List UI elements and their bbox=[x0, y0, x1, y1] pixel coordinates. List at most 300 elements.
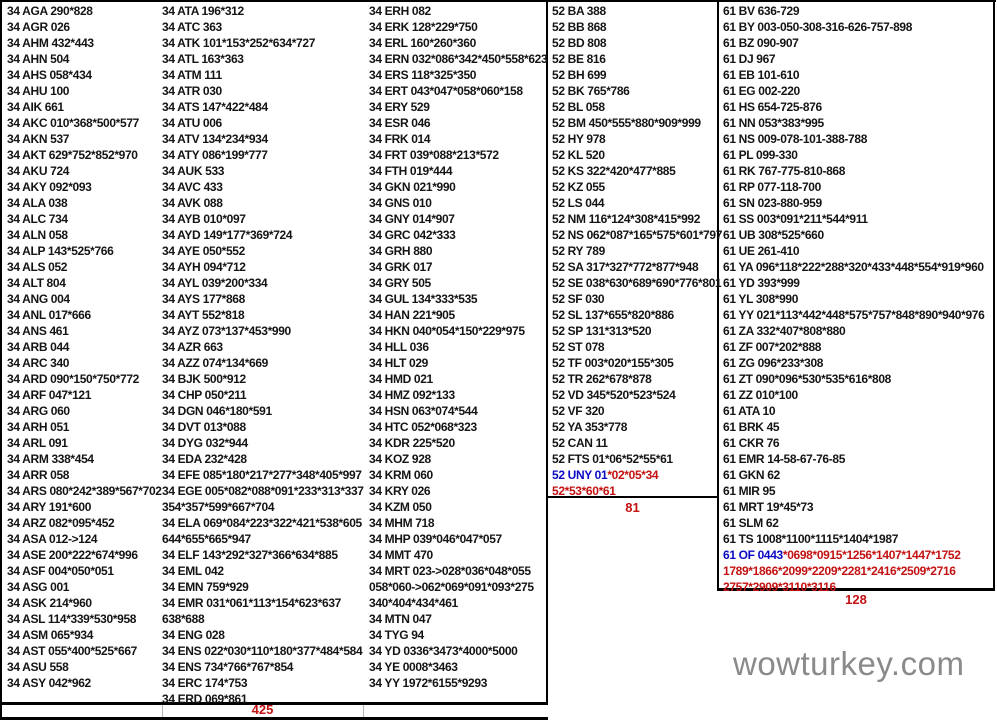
plate-entry bbox=[369, 643, 547, 659]
plate-entry bbox=[162, 211, 364, 227]
plate-entry bbox=[369, 659, 547, 675]
plate-entry-segment: 354*357*599*667*704 bbox=[162, 500, 275, 514]
plate-entry-segment-red: 2757*2909*3110*3116 bbox=[723, 580, 836, 594]
plate-entry-segment: 34 AVK 088 bbox=[162, 196, 223, 210]
plate-entry-segment: 52 TR 262*678*878 bbox=[552, 372, 652, 386]
plate-entry bbox=[369, 435, 547, 451]
plate-entry-segment: 34 KZM 050 bbox=[369, 500, 432, 514]
plate-entry-segment: 52 RY 789 bbox=[552, 244, 605, 258]
plate-entry-segment: 61 HS 654-725-876 bbox=[723, 100, 822, 114]
plate-entry bbox=[552, 147, 716, 163]
plate-entry-segment: 34 YE 0008*3463 bbox=[369, 660, 458, 674]
plate-entry bbox=[723, 563, 993, 579]
plate-entry bbox=[7, 531, 161, 547]
plate-entry-segment: 34 AYH 094*712 bbox=[162, 260, 246, 274]
plate-entry bbox=[7, 51, 161, 67]
plate-entry bbox=[552, 35, 716, 51]
plate-entry-segment: 34 ASA 012->124 bbox=[7, 532, 98, 546]
plate-entry bbox=[369, 387, 547, 403]
plate-entry-segment-red: *02*05*34 bbox=[607, 468, 659, 482]
plate-entry-segment: 61 EG 002-220 bbox=[723, 84, 800, 98]
plate-entry bbox=[369, 563, 547, 579]
plate-entry bbox=[723, 163, 993, 179]
plate-entry-segment: 34 GNS 010 bbox=[369, 196, 432, 210]
plate-entry bbox=[552, 307, 716, 323]
plate-entry-segment: 52 TF 003*020*155*305 bbox=[552, 356, 674, 370]
plate-entry bbox=[162, 435, 364, 451]
plate-entry bbox=[552, 403, 716, 419]
plate-entry-segment: 34 ATK 101*153*252*634*727 bbox=[162, 36, 316, 50]
plate-entry bbox=[723, 243, 993, 259]
plate-entry-segment: 52 BM 450*555*880*909*999 bbox=[552, 116, 701, 130]
plate-entry-segment: 61 MRT 19*45*73 bbox=[723, 500, 814, 514]
plate-entry-segment: 34 EML 042 bbox=[162, 564, 224, 578]
plate-entry bbox=[723, 483, 993, 499]
plate-entry bbox=[723, 211, 993, 227]
plate-entry bbox=[162, 163, 364, 179]
plate-entry-segment: 34 HMZ 092*133 bbox=[369, 388, 455, 402]
plate-entry bbox=[162, 595, 364, 611]
plate-entry bbox=[369, 579, 547, 595]
table-border-left bbox=[0, 0, 2, 720]
plate-entry bbox=[7, 19, 161, 35]
plate-entry bbox=[7, 643, 161, 659]
plate-entry-segment: 52 BH 699 bbox=[552, 68, 607, 82]
plate-entry bbox=[162, 323, 364, 339]
plate-entry-segment: 34 AYD 149*177*369*724 bbox=[162, 228, 293, 242]
plate-entry-segment: 52 ST 078 bbox=[552, 340, 605, 354]
plate-entry-segment: 34 ANL 017*666 bbox=[7, 308, 91, 322]
plate-entry bbox=[162, 499, 364, 515]
plate-entry bbox=[7, 611, 161, 627]
plate-entry-segment: 61 GKN 62 bbox=[723, 468, 780, 482]
plate-entry bbox=[723, 147, 993, 163]
plate-entry-segment: 61 YL 308*990 bbox=[723, 292, 799, 306]
plate-entry bbox=[369, 675, 547, 691]
plate-entry bbox=[723, 323, 993, 339]
plate-entry-segment: 34 DYG 032*944 bbox=[162, 436, 248, 450]
plate-entry-segment: 34 AST 055*400*525*667 bbox=[7, 644, 137, 658]
plate-entry bbox=[7, 451, 161, 467]
plate-entry bbox=[723, 371, 993, 387]
plate-entry-segment: 34 ARS 080*242*389*567*702 bbox=[7, 484, 162, 498]
plate-entry bbox=[162, 659, 364, 675]
plate-entry-segment: 52 SL 137*655*820*886 bbox=[552, 308, 674, 322]
plate-entry bbox=[723, 403, 993, 419]
plate-entry bbox=[552, 195, 716, 211]
plate-entry-segment: 61 DJ 967 bbox=[723, 52, 776, 66]
plate-entry-segment-red: *0698*0915*1256*1407*1447*1752 bbox=[782, 548, 961, 562]
plate-entry bbox=[723, 515, 993, 531]
plate-entry bbox=[369, 243, 547, 259]
total-count-col61: 128 bbox=[845, 592, 867, 607]
plate-entry-segment: 34 ELA 069*084*223*322*421*538*605 bbox=[162, 516, 362, 530]
plate-entry-segment: 34 ARR 058 bbox=[7, 468, 70, 482]
plate-entry-segment: 340*404*434*461 bbox=[369, 596, 458, 610]
plate-entry-segment: 34 HLT 029 bbox=[369, 356, 428, 370]
plate-entry-segment: 34 ERH 082 bbox=[369, 4, 431, 18]
plate-entry bbox=[369, 403, 547, 419]
plate-entry bbox=[162, 419, 364, 435]
plate-entry-segment: 34 FRT 039*088*213*572 bbox=[369, 148, 499, 162]
plate-entry bbox=[162, 259, 364, 275]
plate-entry-segment-red: 1789*1866*2099*2209*2281*2416*2509*2716 bbox=[723, 564, 956, 578]
plate-entry-segment: 34 GRY 505 bbox=[369, 276, 431, 290]
plate-entry-segment: 52 BK 765*786 bbox=[552, 84, 630, 98]
plate-entry-segment: 34 AYL 039*200*334 bbox=[162, 276, 268, 290]
plate-entry-segment: 34 ARY 191*600 bbox=[7, 500, 92, 514]
plate-entry bbox=[162, 371, 364, 387]
plate-entry-segment: 61 NN 053*383*995 bbox=[723, 116, 824, 130]
plate-entry bbox=[369, 179, 547, 195]
plate-entry bbox=[162, 51, 364, 67]
plate-entry-segment: 52 FTS 01*06*52*55*61 bbox=[552, 452, 673, 466]
plate-entry bbox=[723, 259, 993, 275]
plate-entry bbox=[7, 195, 161, 211]
plate-entry-segment: 34 YY 1972*6155*9293 bbox=[369, 676, 488, 690]
plate-entry bbox=[369, 99, 547, 115]
plate-entry bbox=[723, 19, 993, 35]
plate-entry bbox=[552, 419, 716, 435]
plate-entry-segment: 34 HKN 040*054*150*229*975 bbox=[369, 324, 525, 338]
plate-entry bbox=[7, 579, 161, 595]
plate-entry bbox=[723, 467, 993, 483]
plate-entry bbox=[162, 643, 364, 659]
plate-entry bbox=[552, 275, 722, 291]
plate-entry bbox=[7, 659, 161, 675]
plate-entry bbox=[723, 35, 993, 51]
plate-entry bbox=[7, 99, 161, 115]
plate-entry-segment: 34 AYS 177*868 bbox=[162, 292, 245, 306]
plate-entry-segment: 34 ASY 042*962 bbox=[7, 676, 91, 690]
plate-entry bbox=[552, 435, 716, 451]
plate-entry-segment: 61 ATA 10 bbox=[723, 404, 776, 418]
plate-entry-segment: 34 ASG 001 bbox=[7, 580, 70, 594]
plate-entry-segment: 34 ASU 558 bbox=[7, 660, 69, 674]
plate-entry bbox=[552, 355, 716, 371]
plate-entry bbox=[7, 675, 161, 691]
plate-entry bbox=[369, 419, 547, 435]
plate-entry-segment: 34 ERC 174*753 bbox=[162, 676, 248, 690]
plate-entry-segment: 34 ESR 046 bbox=[369, 116, 431, 130]
plate-entry-segment-red: 52*53*60*61 bbox=[552, 484, 616, 498]
plate-entry-segment: 34 ERN 032*086*342*450*558*623 bbox=[369, 52, 548, 66]
plate-entry bbox=[723, 499, 993, 515]
plate-entry-segment: 61 ZF 007*202*888 bbox=[723, 340, 822, 354]
plate-entry-segment: 34 MRT 023->028*036*048*055 bbox=[369, 564, 531, 578]
plate-entry bbox=[162, 227, 364, 243]
plate-entry-segment: 34 ATM 111 bbox=[162, 68, 222, 82]
plate-entry-segment: 34 AYB 010*097 bbox=[162, 212, 246, 226]
plate-entry-segment: 34 ASK 214*960 bbox=[7, 596, 92, 610]
plate-entry-segment: 52 VF 320 bbox=[552, 404, 605, 418]
plate-entry bbox=[552, 387, 716, 403]
plate-entry-segment: 34 EDA 232*428 bbox=[162, 452, 247, 466]
plate-entry-segment: 34 ATU 006 bbox=[162, 116, 222, 130]
plate-entry-segment: 34 ARG 060 bbox=[7, 404, 70, 418]
plate-entry bbox=[723, 387, 993, 403]
plate-entry bbox=[7, 259, 161, 275]
divider-col52-col61 bbox=[717, 0, 719, 590]
plate-entry-segment: 61 SLM 62 bbox=[723, 516, 779, 530]
plate-entry bbox=[162, 115, 364, 131]
plate-entry bbox=[7, 211, 161, 227]
plate-entry bbox=[7, 371, 161, 387]
plate-entry-segment: 34 AKY 092*093 bbox=[7, 180, 92, 194]
plate-entry bbox=[369, 355, 547, 371]
plate-entry-segment: 52 KZ 055 bbox=[552, 180, 605, 194]
plate-entry bbox=[7, 147, 161, 163]
plate-entry bbox=[723, 451, 993, 467]
plate-entry-segment: 34 YD 0336*3473*4000*5000 bbox=[369, 644, 518, 658]
plate-entry bbox=[162, 147, 364, 163]
plate-entry-segment: 34 BJK 500*912 bbox=[162, 372, 246, 386]
plate-entry bbox=[369, 291, 547, 307]
plate-entry-segment: 61 SS 003*091*211*544*911 bbox=[723, 212, 868, 226]
plate-entry bbox=[552, 3, 716, 19]
plate-entry-segment: 34 ALA 038 bbox=[7, 196, 68, 210]
plate-entry-segment: 34 ALN 058 bbox=[7, 228, 68, 242]
plate-entry-segment: 34 ERY 529 bbox=[369, 100, 430, 114]
plate-entry bbox=[7, 483, 161, 499]
plate-entry-segment: 34 ARB 044 bbox=[7, 340, 70, 354]
plate-entry bbox=[162, 611, 364, 627]
plate-entry-segment: 34 MMT 470 bbox=[369, 548, 433, 562]
plate-entry bbox=[369, 467, 547, 483]
plate-entry bbox=[162, 275, 364, 291]
plate-entry-segment: 61 YA 096*118*222*288*320*433*448*554*919*960 bbox=[723, 260, 984, 274]
plate-entry-segment: 34 ARC 340 bbox=[7, 356, 70, 370]
plate-entry bbox=[369, 211, 547, 227]
plate-entry bbox=[369, 227, 547, 243]
plate-entry-segment: 61 RK 767-775-810-868 bbox=[723, 164, 846, 178]
plate-column-61 bbox=[723, 3, 993, 595]
plate-entry-segment: 61 YD 393*999 bbox=[723, 276, 800, 290]
plate-entry bbox=[369, 451, 547, 467]
plate-entry bbox=[723, 275, 993, 291]
plate-entry bbox=[723, 131, 993, 147]
plate-entry bbox=[7, 243, 161, 259]
plate-entry-segment: 34 ALT 804 bbox=[7, 276, 66, 290]
plate-entry bbox=[162, 355, 364, 371]
plate-entry-segment: 34 AIK 661 bbox=[7, 100, 64, 114]
plate-entry-segment: 34 AKT 629*752*852*970 bbox=[7, 148, 138, 162]
plate-entry-segment: 34 HSN 063*074*544 bbox=[369, 404, 478, 418]
plate-entry-segment: 34 ASM 065*934 bbox=[7, 628, 94, 642]
plate-entry bbox=[162, 243, 364, 259]
plate-entry-segment: 61 MIR 95 bbox=[723, 484, 776, 498]
plate-entry-segment: 34 ASE 200*222*674*996 bbox=[7, 548, 138, 562]
plate-entry bbox=[369, 83, 547, 99]
plate-entry-segment: 52 SE 038*630*689*690*776*801 bbox=[552, 276, 722, 290]
plate-entry-segment: 52 LS 044 bbox=[552, 196, 605, 210]
plate-entry-segment: 34 ERL 160*260*360 bbox=[369, 36, 476, 50]
plate-entry-segment: 34 ELF 143*292*327*366*634*885 bbox=[162, 548, 338, 562]
plate-entry-segment: 34 HLL 036 bbox=[369, 340, 429, 354]
plate-entry bbox=[552, 67, 716, 83]
plate-entry-segment: 34 ARF 047*121 bbox=[7, 388, 92, 402]
plate-entry-segment: 34 ATA 196*312 bbox=[162, 4, 244, 18]
plate-entry-segment: 52 BE 816 bbox=[552, 52, 606, 66]
plate-entry bbox=[723, 355, 993, 371]
plate-entry bbox=[162, 307, 364, 323]
plate-entry bbox=[723, 227, 993, 243]
plate-entry-segment: 61 ZA 332*407*808*880 bbox=[723, 324, 846, 338]
plate-entry-segment: 61 BV 636-729 bbox=[723, 4, 800, 18]
plate-entry-segment: 34 HAN 221*905 bbox=[369, 308, 455, 322]
plate-entry-segment: 34 ALP 143*525*766 bbox=[7, 244, 114, 258]
plate-entry bbox=[552, 115, 716, 131]
plate-entry bbox=[369, 259, 547, 275]
plate-entry bbox=[7, 163, 161, 179]
plate-entry bbox=[7, 115, 161, 131]
plate-entry bbox=[162, 563, 364, 579]
plate-entry-segment: 52 CAN 11 bbox=[552, 436, 608, 450]
plate-entry bbox=[369, 275, 547, 291]
plate-column-34-c bbox=[369, 3, 547, 691]
plate-entry bbox=[552, 483, 716, 499]
plate-entry-segment: 34 AKU 724 bbox=[7, 164, 70, 178]
plate-entry bbox=[723, 179, 993, 195]
plate-entry bbox=[369, 595, 547, 611]
plate-entry bbox=[7, 227, 161, 243]
plate-entry bbox=[7, 355, 161, 371]
plate-entry-segment: 52 BB 868 bbox=[552, 20, 607, 34]
plate-entry-segment: 34 KOZ 928 bbox=[369, 452, 431, 466]
plate-entry-segment: 34 EFE 085*180*217*277*348*405*997 bbox=[162, 468, 362, 482]
plate-entry-segment: 34 HMD 021 bbox=[369, 372, 433, 386]
plate-entry bbox=[162, 483, 364, 499]
plate-entry bbox=[7, 499, 161, 515]
plate-entry bbox=[7, 323, 161, 339]
plate-entry-segment: 34 CHP 050*211 bbox=[162, 388, 247, 402]
plate-entry-segment: 34 GRK 017 bbox=[369, 260, 433, 274]
plate-entry bbox=[369, 131, 547, 147]
plate-entry-segment: 61 BRK 45 bbox=[723, 420, 780, 434]
plate-entry bbox=[162, 83, 364, 99]
plate-entry bbox=[723, 547, 993, 563]
plate-entry bbox=[723, 531, 993, 547]
plate-entry bbox=[723, 307, 993, 323]
plate-entry-segment: 34 AKC 010*368*500*577 bbox=[7, 116, 139, 130]
table-border-top bbox=[0, 0, 996, 2]
plate-entry bbox=[162, 627, 364, 643]
plate-entry-segment-blue: 61 OF 0443 bbox=[723, 548, 783, 562]
plate-entry bbox=[7, 467, 161, 483]
plate-entry bbox=[723, 83, 993, 99]
plate-entry-segment: 34 AKN 537 bbox=[7, 132, 70, 146]
plate-entry-segment: 638*688 bbox=[162, 612, 205, 626]
plate-entry bbox=[552, 19, 716, 35]
plate-entry-segment: 52 SA 317*327*772*877*948 bbox=[552, 260, 699, 274]
plate-entry bbox=[7, 179, 161, 195]
plate-entry bbox=[162, 547, 364, 563]
plate-entry bbox=[7, 387, 161, 403]
plate-entry-segment-blue: 52 UNY 01 bbox=[552, 468, 608, 482]
plate-entry bbox=[723, 67, 993, 83]
plate-entry-segment: 52 VD 345*520*523*524 bbox=[552, 388, 676, 402]
plate-entry-segment: 34 ATY 086*199*777 bbox=[162, 148, 268, 162]
plate-entry bbox=[723, 115, 993, 131]
plate-entry bbox=[369, 531, 547, 547]
plate-entry-segment: 61 SN 023-880-959 bbox=[723, 196, 822, 210]
plate-entry bbox=[7, 515, 161, 531]
plate-entry-segment: 34 ARD 090*150*750*772 bbox=[7, 372, 139, 386]
plate-entry-segment: 34 ERK 128*229*750 bbox=[369, 20, 478, 34]
plate-entry-segment: 34 KDR 225*520 bbox=[369, 436, 455, 450]
plate-entry bbox=[7, 291, 161, 307]
plate-entry bbox=[7, 403, 161, 419]
plate-entry bbox=[162, 403, 364, 419]
plate-entry-segment: 34 ATS 147*422*484 bbox=[162, 100, 268, 114]
plate-entry-segment: 34 AHM 432*443 bbox=[7, 36, 94, 50]
plate-entry-segment: 644*655*665*947 bbox=[162, 532, 251, 546]
plate-entry-segment: 34 ARM 338*454 bbox=[7, 452, 94, 466]
plate-entry-segment: 34 ARZ 082*095*452 bbox=[7, 516, 115, 530]
plate-entry bbox=[369, 195, 547, 211]
plate-entry bbox=[552, 259, 716, 275]
plate-entry-segment: 34 ENS 022*030*110*180*377*484*584 bbox=[162, 644, 363, 658]
plate-entry bbox=[7, 275, 161, 291]
plate-entry bbox=[7, 419, 161, 435]
plate-entry-segment: 52 KS 322*420*477*885 bbox=[552, 164, 676, 178]
plate-entry bbox=[552, 99, 716, 115]
plate-entry-segment: 52 NM 116*124*308*415*992 bbox=[552, 212, 701, 226]
plate-entry-segment: 52 SP 131*313*520 bbox=[552, 324, 652, 338]
plate-entry-segment: 61 ZG 096*233*308 bbox=[723, 356, 824, 370]
plate-entry-segment: 61 PL 099-330 bbox=[723, 148, 798, 162]
plate-entry-segment: 34 MHM 718 bbox=[369, 516, 435, 530]
plate-entry-segment: 34 MHP 039*046*047*057 bbox=[369, 532, 502, 546]
plate-entry bbox=[552, 131, 716, 147]
plate-entry-segment: 34 EMN 759*929 bbox=[162, 580, 249, 594]
plate-entry-segment: 34 GRH 880 bbox=[369, 244, 433, 258]
plate-entry-segment: 52 YA 353*778 bbox=[552, 420, 628, 434]
plate-entry bbox=[7, 435, 161, 451]
plate-entry bbox=[162, 291, 364, 307]
plate-entry bbox=[552, 291, 716, 307]
plate-entry bbox=[162, 675, 364, 691]
plate-entry bbox=[552, 227, 723, 243]
plate-entry bbox=[162, 515, 364, 531]
plate-entry bbox=[369, 339, 547, 355]
plate-entry-segment: 34 MTN 047 bbox=[369, 612, 432, 626]
plate-entry bbox=[369, 3, 547, 19]
plate-entry-segment: 34 ATC 363 bbox=[162, 20, 222, 34]
plate-entry-segment: 34 ALS 052 bbox=[7, 260, 68, 274]
plate-column-52 bbox=[552, 3, 723, 499]
plate-entry bbox=[7, 83, 161, 99]
plate-entry-segment: 34 FRK 014 bbox=[369, 132, 431, 146]
plate-entry-segment: 34 ASF 004*050*051 bbox=[7, 564, 114, 578]
plate-entry-segment: 61 ZT 090*096*530*535*616*808 bbox=[723, 372, 892, 386]
plate-column-34-a bbox=[7, 3, 161, 691]
plate-entry bbox=[7, 595, 161, 611]
plate-entry bbox=[162, 531, 364, 547]
plate-entry bbox=[369, 35, 547, 51]
plate-entry bbox=[369, 51, 547, 67]
plate-entry-segment: 34 ERT 043*047*058*060*158 bbox=[369, 84, 523, 98]
plate-entry bbox=[552, 211, 716, 227]
plate-entry-segment: 34 AHN 504 bbox=[7, 52, 70, 66]
plate-entry bbox=[552, 163, 716, 179]
plate-entry bbox=[7, 627, 161, 643]
plate-entry bbox=[369, 147, 547, 163]
plate-entry-segment: 61 NS 009-078-101-388-788 bbox=[723, 132, 868, 146]
plate-entry-segment: 52 NS 062*087*165*575*601*797 bbox=[552, 228, 723, 242]
plate-entry bbox=[369, 323, 547, 339]
plate-entry bbox=[369, 547, 547, 563]
